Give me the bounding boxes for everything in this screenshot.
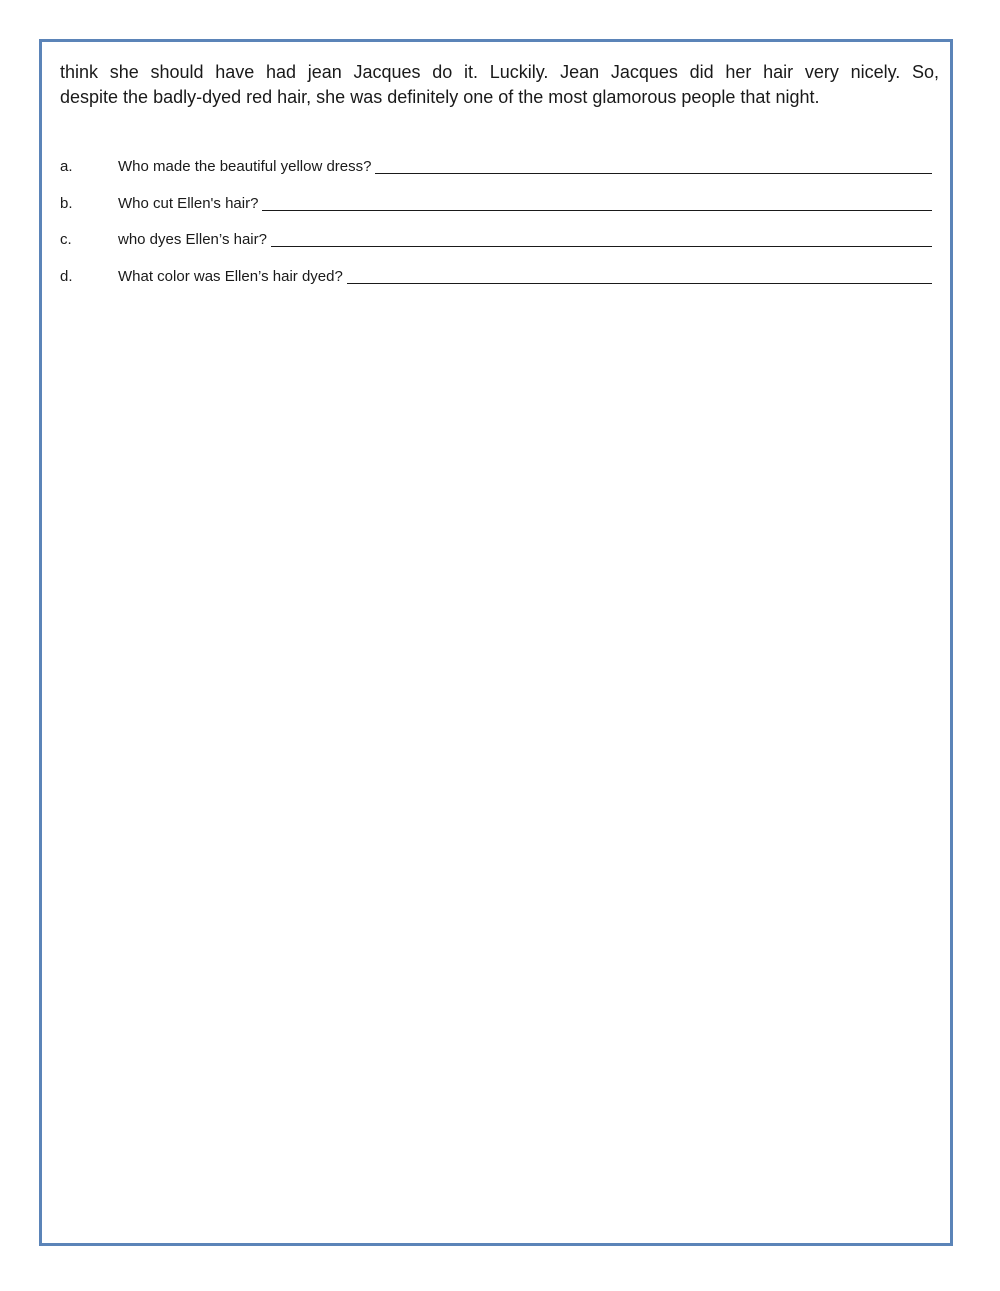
question-list [60,158,932,304]
answer-field-d[interactable] [347,269,932,284]
answer-field-a[interactable] [375,159,932,174]
question-text: Who cut Ellen's hair? [118,194,259,212]
question-text: who dyes Ellen’s hair? [118,231,267,249]
question-letter: a. [60,158,73,175]
question-c [60,231,932,268]
answer-field-b[interactable] [262,196,932,211]
question-b [60,195,932,232]
worksheet-frame [39,39,953,1246]
passage-line-1: think she should have had jean Jacques do it. Luckily. Jean Jacques did her hair very nicely. So, [60,62,939,82]
question-letter: c. [60,231,72,249]
question-text: Who made the beautiful yellow dress? [118,158,372,175]
question-letter: b. [60,194,73,212]
passage-line-2: despite the badly-dyed red hair, she was definitely one of the most glamorous people that night. [60,87,820,107]
question-letter: d. [60,267,73,285]
question-text: What color was Ellen’s hair dyed? [118,267,343,285]
reading-passage [60,60,939,110]
question-d [60,268,932,305]
question-a [60,158,932,195]
answer-field-c[interactable] [271,232,932,247]
